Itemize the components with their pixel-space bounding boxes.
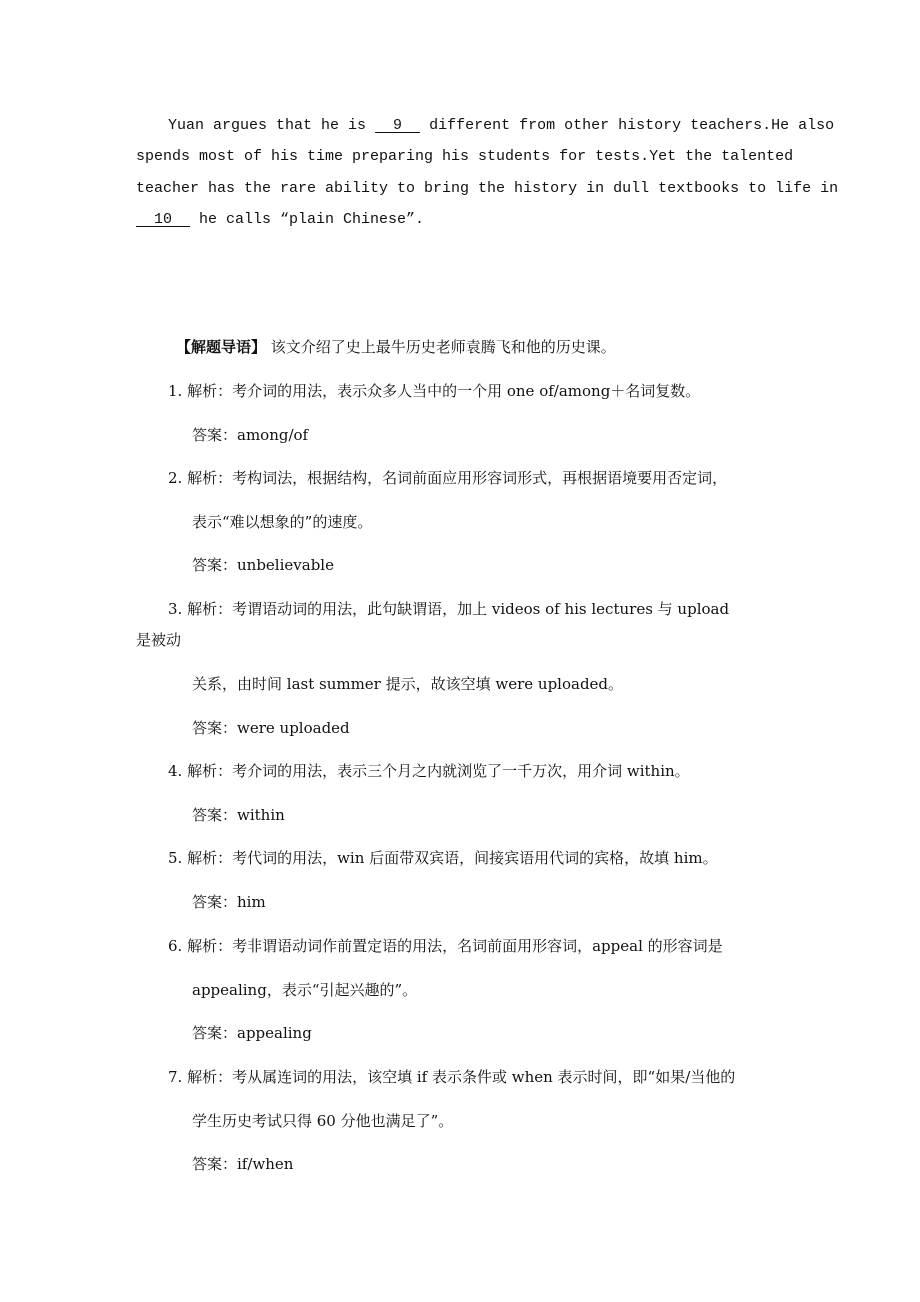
item-5-answer: 答案：him	[192, 893, 266, 911]
item-5-analysis: 5. 解析：考代词的用法，win 后面带双宾语，间接宾语用代词的宾格，故填 him。	[168, 849, 718, 867]
guide-line	[176, 336, 616, 357]
item-3-analysis-cont: 关系，由时间 last summer 提示，故该空填 were uploaded。	[192, 675, 624, 693]
item-2-analysis-cont: 表示“难以想象的”的速度。	[192, 513, 373, 531]
item-6-answer: 答案：appealing	[192, 1024, 312, 1042]
item-7-analysis-cont: 学生历史考试只得 60 分他也满足了”。	[192, 1112, 454, 1130]
item-7-analysis: 7. 解析：考从属连词的用法，该空填 if 表示条件或 when 表示时间，即“如果/当他的	[168, 1068, 736, 1086]
passage-line-2: spends most of his time preparing his students for tests.Yet the talented	[136, 148, 794, 166]
item-3-answer: 答案：were uploaded	[192, 719, 350, 737]
item-1-analysis: 1. 解析：考介词的用法，表示众多人当中的一个用 one of/among＋名词复数。	[168, 382, 701, 400]
item-6-analysis-cont: appealing，表示“引起兴趣的”。	[192, 981, 418, 999]
item-7-answer: 答案：if/when	[192, 1155, 294, 1173]
passage-line-1: Yuan argues that he is 9 different from other history teachers.He also	[136, 110, 786, 141]
passage-paragraph	[136, 110, 839, 235]
guide-text: 该文介绍了史上最牛历史老师袁腾飞和他的历史课。	[266, 338, 616, 356]
item-2-analysis: 2. 解析：考构词法，根据结构，名词前面应用形容词形式，再根据语境要用否定词，	[168, 469, 728, 487]
item-3-analysis-wrap: 是被动	[136, 631, 182, 649]
item-4-analysis: 4. 解析：考介词的用法，表示三个月之内就浏览了一千万次，用介词 within。	[168, 762, 690, 780]
passage-line-3: teacher has the rare ability to bring the history in dull textbooks to life in	[136, 179, 839, 197]
item-2-answer: 答案：unbelievable	[192, 556, 334, 574]
blank-9: 9	[375, 117, 421, 134]
item-4-answer: 答案：within	[192, 806, 285, 824]
item-6-analysis: 6. 解析：考非谓语动词作前置定语的用法，名词前面用形容词，appeal 的形容词是	[168, 937, 723, 955]
item-1-answer: 答案：among/of	[192, 426, 309, 444]
item-3-analysis: 3. 解析：考谓语动词的用法，此句缺谓语，加上 videos of his lectures 与 upload	[168, 600, 730, 618]
blank-10: 10	[136, 210, 191, 228]
guide-label: 【解题导语】	[176, 338, 267, 356]
passage-line-4: 10 he calls “plain Chinese”.	[136, 204, 786, 235]
